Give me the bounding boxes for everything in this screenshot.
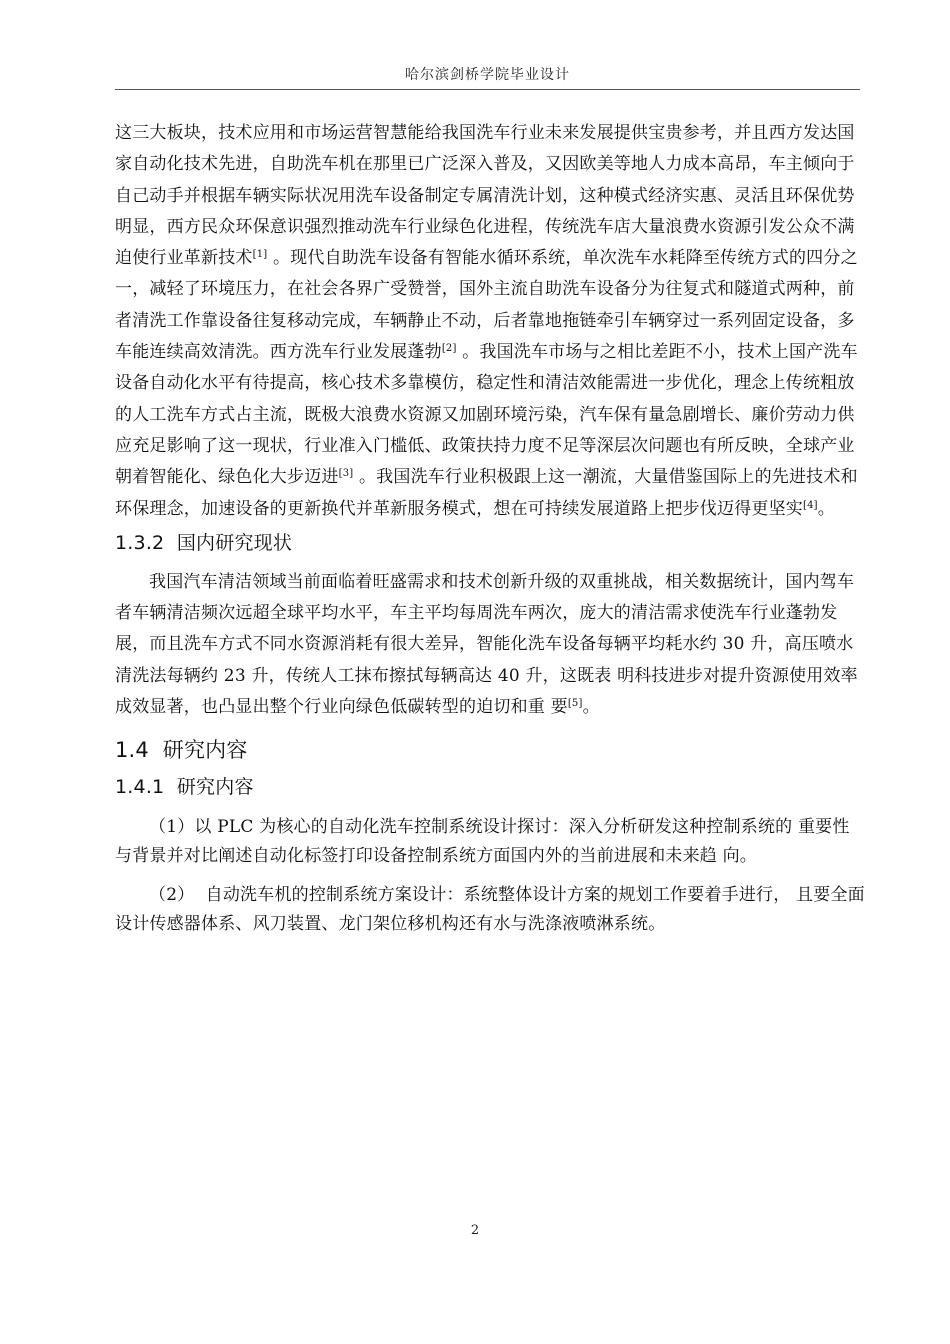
section-number: 1.4.1 — [115, 776, 165, 799]
citation-3: [3] — [338, 468, 354, 480]
paragraph-text: 。 — [582, 697, 600, 718]
paragraph-text: 我国汽车清洁领域当前面临着旺盛需求和技术创新升级的双重挑战，相关数据统计，国内驾车者车辆清洁频次远超全球平均水平，车主平均每周洗车两次，庞大的清洁需求使洗车行业蓬勃发展，而且洗车方式不同水资源消耗有很大差异，智能化洗车设备每辆平均耗水约 30 升，高压喷水清洗法每辆约 23 升，传统人工抹布擦拭每辆高达 40 升，这既表 明科技进步对提升资源使用效率成效显著，也凸显出整个行业向绿色低碳转型的迫切和重 要 — [115, 571, 858, 718]
citation-2: [2] — [441, 343, 457, 355]
citation-5: [5] — [567, 698, 583, 710]
paragraph-text: 。现代自助洗车设备有智能水循环系统，单次洗车水耗降至传统方式的四分之一，减轻了环境压力，在社会各界广受赞誉，国外主流自助洗车设备分为往复式和隧道式两种，前者清洗工作靠设备往复移动完成，车辆静止不动，后者靠地拖链牵引车辆穿过一系列固定设备，多车能连续高效清洗。西方洗车行业发展蓬勃 — [115, 248, 858, 363]
section-title: 研究内容 — [176, 776, 254, 799]
item-text: 以 PLC 为核心的自动化洗车控制系统设计探讨：深入分析研发这种控制系统的 重要性与背景并对比阐述自动化标签打印设备控制系统方面国内外的当前进展和未来趋 向。 — [115, 817, 850, 867]
page-number: 2 — [470, 1223, 480, 1238]
paragraph-text: 这三大板块，技术应用和市场运营智慧能给我国洗车行业未来发展提供宝贵参考，并且西方发达国家自动化技术先进，自助洗车机在那里已广泛深入普及，又因欧美等地人力成本高昂，车主倾向于自己动手并根据车辆实际状况用洗车设备制定专属清洗计划，这种模式经济实惠、灵活且环保优势明显，西方民众环保意识强烈推动洗车行业绿色化进程，传统洗车店大量浪费水资源引发公众不满迫使行业革新技术 — [115, 123, 855, 269]
paragraph-overseas-status — [115, 118, 865, 525]
item-marker: （2） — [149, 885, 195, 906]
heading-1-4 — [115, 737, 865, 763]
citation-1: [1] — [252, 249, 268, 261]
section-number: 1.4 — [115, 738, 149, 763]
list-item — [115, 881, 865, 939]
list-item — [115, 813, 865, 871]
document-body — [115, 118, 865, 939]
paragraph-text: 。 — [817, 498, 835, 519]
paragraph-text: 。我国洗车行业积极跟上这一潮流，大量借鉴国际上的先进技术和环保理念，加速设备的更新换代并革新服务模式，想在可持续发展道路上把步伐迈得更坚实 — [115, 467, 858, 519]
item-marker: （1） — [149, 817, 195, 838]
section-title: 研究内容 — [162, 738, 248, 763]
header-rule — [115, 89, 860, 90]
paragraph-text: 。我国洗车市场与之相比差距不小，技术上国产洗车设备自动化水平有待提高，核心技术多靠模仿，稳定性和清洁效能需进一步优化，理念上传统粗放的人工洗车方式占主流，既极大浪费水资源又加剧环境污染，汽车保有量急剧增长、廉价劳动力供应充足影响了这一现状，行业准入门槛低、政策扶持力度不足等深层次问题也有所反映，全球产业朝着智能化、绿色化大步迈进 — [115, 342, 858, 488]
citation-4: [4] — [803, 499, 818, 511]
section-number: 1.3.2 — [115, 531, 165, 554]
paragraph-domestic-status — [115, 567, 865, 723]
page-header: 哈尔滨剑桥学院毕业设计 — [405, 67, 570, 83]
heading-1-4-1 — [115, 775, 865, 799]
section-title: 国内研究现状 — [176, 531, 293, 554]
item-text: 自动洗车机的控制系统方案设计：系统整体设计方案的规划工作要着手进行， 且要全面设计传感器体系、风刀装置、龙门架位移机构还有水与洗涤液喷淋系统。 — [115, 885, 865, 935]
heading-1-3-2 — [115, 531, 865, 555]
